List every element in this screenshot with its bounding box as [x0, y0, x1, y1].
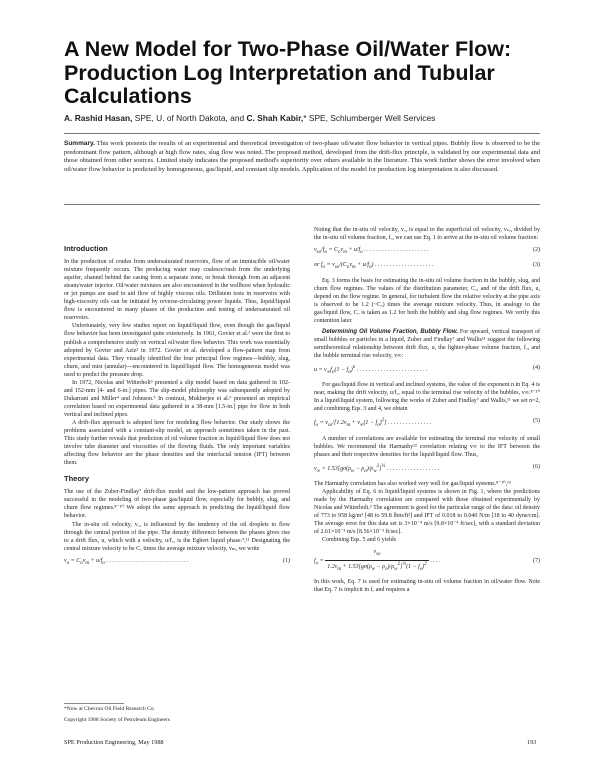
right-paragraph-4: For gas/liquid flow in vertical and inclined systems, the value of the exponent n in Eq. 4 is near, making the drift velocity, u/fₒ, equal to the terminal rise velocity of the bubbles, v∞.⁸⁻¹⁰ In a liquid/liquid system, following the works of Zuber and Findlay⁷ and Wallis,¹¹ we set n=2, and combining Eqs. 3 and 4, we obtain [314, 382, 540, 413]
author1-name: A. Rashid Hasan, [64, 113, 133, 123]
intro-paragraph-2: Unfortunately, very few studies report on liquid/liquid flow, even though the gas/liquid flow behavior has been investigated quite extensively. In 1961, Govier et al.¹ were the first to publish a comprehensive study on vertical oil/water flow behavior. This work was essentially adopted by Govier and Aziz² in 1972. Govier et al. developed a flow-pattern map from experimental data. They visually identified the four principal flow regimes—bubbly, slug, churn, and mist (annular)—encountered in liquid/liquid flow. The homogeneous model was used to predict the pressure drop. [64, 323, 290, 378]
equation-5-number: (5) [533, 418, 540, 425]
right-paragraph-7: Applicability of Eq. 6 to liquid/liquid systems is shown in Fig. 1, where the predictions made by the Harmathy correlation are compared with those obtained experimentally by Nicolas and Witterholt.³ The agreement is good for the particular range of the data: oil density of 773 to 958 kg/m³ [48 to 59.8 lbm/ft³] and IFT of 0.018 to 0.040 N/m [18 to 40 dyne/cm]. The average error for this data set is 3×10⁻⁴ m/s [9.8×10⁻⁴ ft/sec], with a standard deviation of 2.61×10⁻³ m/s [8.56×10⁻³ ft/sec]. [314, 489, 540, 536]
theory-heading: Theory [64, 474, 90, 484]
equation-5: $f_o = v_{so}/[1.2v_m + v_\infty(1 - f_o)^2]$ . . . . . . . . . . . . . . . (5) [314, 417, 540, 430]
right-paragraph-8: Combining Eqs. 5 and 6 yields [322, 537, 396, 544]
footnote-copyright: Copyright 1988 Society of Petroleum Engineers [64, 717, 170, 723]
intro-paragraph-3: In 1972, Nicolas and Witterholt³ presented a slip model based on data gathered in 102- and 152-mm [4- and 6-in.] pipes. The slip-model philosophy was subsequently adopted by Dukarrani and Miller⁴ and Johnson.⁵ In contrast, Mukherjee et al.⁶ presented an empirical correlation based on experimental data gathered in a 38-mm [1.5-in.] pipe for flow in both vertical and inclined pipes. [64, 379, 290, 418]
summary-bottom-rule [64, 204, 540, 205]
summary-block [64, 140, 540, 175]
left-column [64, 245, 290, 572]
theory-paragraph-2: The in-situ oil velocity, vₒ, is influenced by the tendency of the oil droplets to flow through the central portion of the pipe. The density difference between the phases gives rise to a drift flux, u, which with a velocity, u/fₒ, is the Egbert liquid phase.⁹,¹¹ Designating the central mixture velocity to be Cₒ times the average mixture velocity, vₘ, we write [64, 521, 290, 552]
footnote-rule [64, 703, 124, 704]
equation-4-number: (4) [533, 365, 540, 372]
intro-paragraph-1: In the production of crudes from undersaturated reservoirs, flow of an immiscible oil/water mixture frequently occurs. The producing water may coalesce/rush from the underlying aquifer, channel behind the casing from a separate zone, or break through from an adjacent steam/water injector. Oil/water mixtures are also encountered in the wellbore when hydraulic or jet pumps are used to aid flow of highly viscous oils. Drillstem tests in reservoirs with high-viscosity oils can be initiated by reverse-circulating power liquids. Thus, liquid/liquid flow is encountered in many phases of the production and testing of undersaturated oil reservoirs. [64, 259, 290, 322]
right-column [314, 226, 540, 594]
author2-affiliation: * SPE, Schlumberger Well Services [303, 113, 436, 123]
equation-3-number: (3) [533, 262, 540, 269]
author-line [64, 113, 584, 123]
summary-text: This work presents the results of an experimental and theoretical investigation of two-phase oil/water flow behavior in vertical pipes. Bubbly flow is observed to be the predominant flow pattern, although at high flow rates, slug flow was noted. The proposed method, developed from the drift-flux principle, is validated by our experimental data and those obtained from other sources. Limited study indicates the proposed method's superiority over others available in the literature. This work further shows the error involved when oil/water flow behavior is predicted by homogeneous, gas/liquid, and constant slip models. Application of the model for production log interpretation is also discussed. [64, 140, 540, 174]
summary-lead: Summary. [64, 140, 95, 147]
right-paragraph-5: A number of correlations are available for estimating the terminal rise velocity of small bubbles. We recommend the Harmathy¹² correlation relating v∞ to the IFT between the phases and their respective densities for the liquid/liquid flow. Thus, [314, 435, 540, 458]
equation-7-number: (7) [533, 558, 540, 565]
equation-1-number: (1) [283, 557, 290, 564]
equation-7: $f_o$ = $\frac{v_{so}}{1.2v_m + 1.53[g\sigma(\rho_w - \rho_o)/\rho_w^2]^{\frac{1}{4}}(1 - f_o)^2}$ . . . . (7) [314, 549, 540, 572]
equation-4: $u = v_\infty f_o(1 - f_o)^n$ . . . . . . . . . . . . . . . . . . . . . . . . (4) [314, 364, 540, 377]
author1-affiliation: SPE, U. of North Dakota, and [132, 113, 247, 123]
right-paragraph-2: Eq. 3 forms the basis for estimating the in-situ oil volume fraction in the bubbly, slug, and churn flow regimes. The values of the distribution parameter, Cₒ, and of the drift flux, u, depend on the flow regime. In general, for turbulent flow the relative velocity at the pipe axis is observed to be 1.2 (~Cₒ) times the average mixture velocity. Thus, in analogy to the gas/liquid flow, Cₒ is taken as 1.2 for both the bubbly and slug flow regimes. We verify this contention later. [314, 277, 540, 324]
author2-name: C. Shah Kabir, [246, 113, 304, 123]
journal-footer: SPE Production Engineering, May 1988 [64, 739, 164, 746]
footnote-affiliation: *Now at Chevron Oil Field Research Co. [64, 706, 155, 712]
paper-title: A New Model for Two-Phase Oil/Water Flow: Production Log Interpretation and Tubular Calculations [64, 37, 512, 108]
equation-1: $v_o = C_ov_m + u/f_o$ . . . . . . . . . . . . . . . . . . . . . . . . . . . . (1) [64, 557, 290, 568]
right-paragraph-1: Noting that the in-situ oil velocity, vₒ, is equal to the superficial oil velocity, vₛₒ, divided by the in-situ oil volume fraction, fₒ, we can use Eq. 1 to arrive at the in-situ oil volume fraction: [314, 227, 540, 242]
equation-3: or $f_o = v_{so}/(C_ov_m + u/f_o)$ . . . . . . . . . . . . . . . . . . . . (3) [314, 261, 540, 272]
right-paragraph-9: In this work, Eq. 7 is used for estimating in-situ oil volume fraction in oil/water flow. Note that Eq. 7 is implicit in fₒ and requires a [314, 578, 540, 593]
footnote [64, 706, 290, 724]
equation-6-number: (6) [533, 463, 540, 470]
intro-heading: Introduction [64, 244, 108, 253]
intro-paragraph-4: A drift-flux approach is adopted here for modeling flow behavior. Our study shows the problems associated with a constant-slip model, an approach sometimes taken in the past. This study further reveals that prediction of oil volume fraction in liquid/liquid flow does not involve tube diameter and viscosities of the flowing fluids. The only important variables affecting flow behavior are the phase densities and the interfacial tension (IFT) between them. [64, 419, 290, 467]
page-number: 193 [527, 739, 537, 746]
equation-2: $v_{so}/f_o = C_ov_m + u/f_o$ . . . . . . . . . . . . . . . . . . . . . . (2) [314, 246, 540, 257]
summary-top-rule [64, 133, 540, 134]
right-paragraph-3: For upward, vertical transport of small bubbles or particles in a liquid, Zuber and Findlay⁷ and Wallis¹¹ suggest the following semitheoretical relationship between drift flux, u, the lighter-phase volume fraction, fₒ, and the bubble terminal rise velocity, v∞: [314, 328, 540, 359]
right-paragraph-6: The Harmathy correlation has also worked very well for gas/liquid systems.⁸⁻¹⁰,¹³ [314, 481, 511, 488]
equation-2-number: (2) [533, 247, 540, 254]
equation-6: $v_\infty = 1.53[g\sigma(\rho_w - \rho_o)/\rho_w^2]^{\frac{1}{4}}$ . . . . . . . . . . . . . . . . . . (6) [314, 463, 540, 476]
bubbly-flow-subheading: Determining Oil Volume Fraction, Bubbly Flow. [322, 328, 458, 335]
theory-paragraph-1: The use of the Zuber-Findlay⁷ drift-flux model and the low-pattern approach has proved successful in the modeling of two-phase gas/liquid flow, especially for bubbly, slug, and churn flow regimes.⁸⁻¹⁰ We adopt the same approach in predicting the liquid/liquid flow behavior. [64, 489, 290, 520]
